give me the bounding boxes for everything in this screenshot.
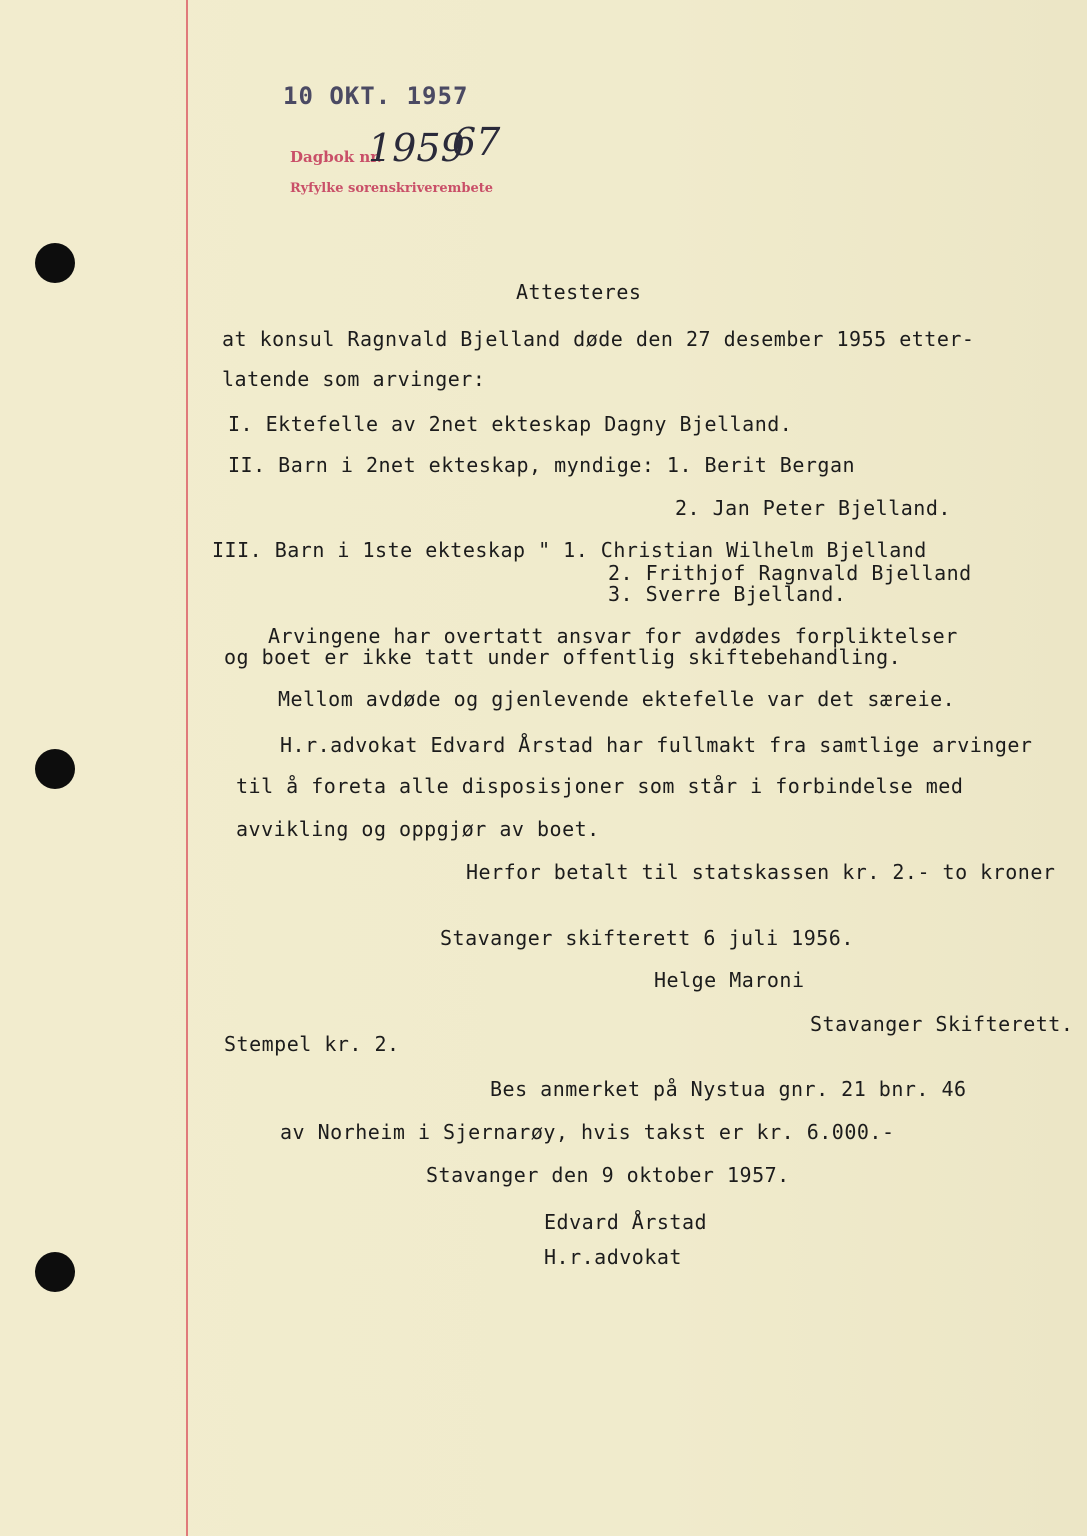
- receipt-date-stamp: 10 OKT. 1957: [283, 82, 469, 110]
- journal-number: 1959: [368, 126, 465, 170]
- text-line: avvikling og oppgjør av boet.: [236, 817, 600, 841]
- text-line: at konsul Ragnvald Bjelland døde den 27 desember 1955 etter-: [222, 327, 975, 351]
- heir-item: I. Ektefelle av 2net ekteskap Dagny Bjelland.: [228, 412, 793, 436]
- signature-name: Helge Maroni: [654, 968, 805, 992]
- punch-hole-bottom: [35, 1252, 75, 1292]
- signature-name: Edvard Årstad: [544, 1210, 708, 1234]
- text-line: og boet er ikke tatt under offentlig skiftebehandling.: [224, 645, 902, 669]
- text-line: latende som arvinger:: [222, 367, 486, 391]
- document-heading: Attesteres: [516, 280, 642, 304]
- stamp-fee: Stempel kr. 2.: [224, 1032, 400, 1056]
- margin-rule: [186, 0, 188, 1536]
- heir-item: II. Barn i 2net ekteskap, myndige: 1. Berit Bergan: [228, 453, 856, 477]
- place-date: Stavanger den 9 oktober 1957.: [426, 1163, 790, 1187]
- punch-hole-top: [35, 243, 75, 283]
- office-stamp: Ryfylke sorenskriverembete: [290, 181, 494, 196]
- signature-title: H.r.advokat: [544, 1245, 682, 1269]
- heir-item: 2. Frithjof Ragnvald Bjelland: [608, 561, 972, 585]
- heir-item: 2. Jan Peter Bjelland.: [675, 496, 951, 520]
- place-date: Stavanger skifterett 6 juli 1956.: [440, 926, 854, 950]
- heir-item: III. Barn i 1ste ekteskap " 1. Christian Wilhelm Bjelland: [212, 538, 927, 562]
- court-name: Stavanger Skifterett.: [810, 1012, 1074, 1036]
- journal-year: 67: [452, 120, 501, 164]
- fee-line: Herfor betalt til statskassen kr. 2.- to kroner: [466, 860, 1056, 884]
- text-line: av Norheim i Sjernarøy, hvis takst er kr. 6.000.-: [280, 1120, 895, 1144]
- text-line: Arvingene har overtatt ansvar for avdødes forpliktelser: [268, 624, 958, 648]
- text-line: Bes anmerket på Nystua gnr. 21 bnr. 46: [490, 1077, 967, 1101]
- text-line: H.r.advokat Edvard Årstad har fullmakt fra samtlige arvinger: [280, 733, 1033, 757]
- punch-hole-middle: [35, 749, 75, 789]
- text-line: til å foreta alle disposisjoner som står i forbindelse med: [236, 774, 964, 798]
- heir-item: 3. Sverre Bjelland.: [608, 582, 847, 606]
- journal-stamp-label: Dagbok nr.: [290, 148, 382, 166]
- text-line: Mellom avdøde og gjenlevende ektefelle var det særeie.: [278, 687, 956, 711]
